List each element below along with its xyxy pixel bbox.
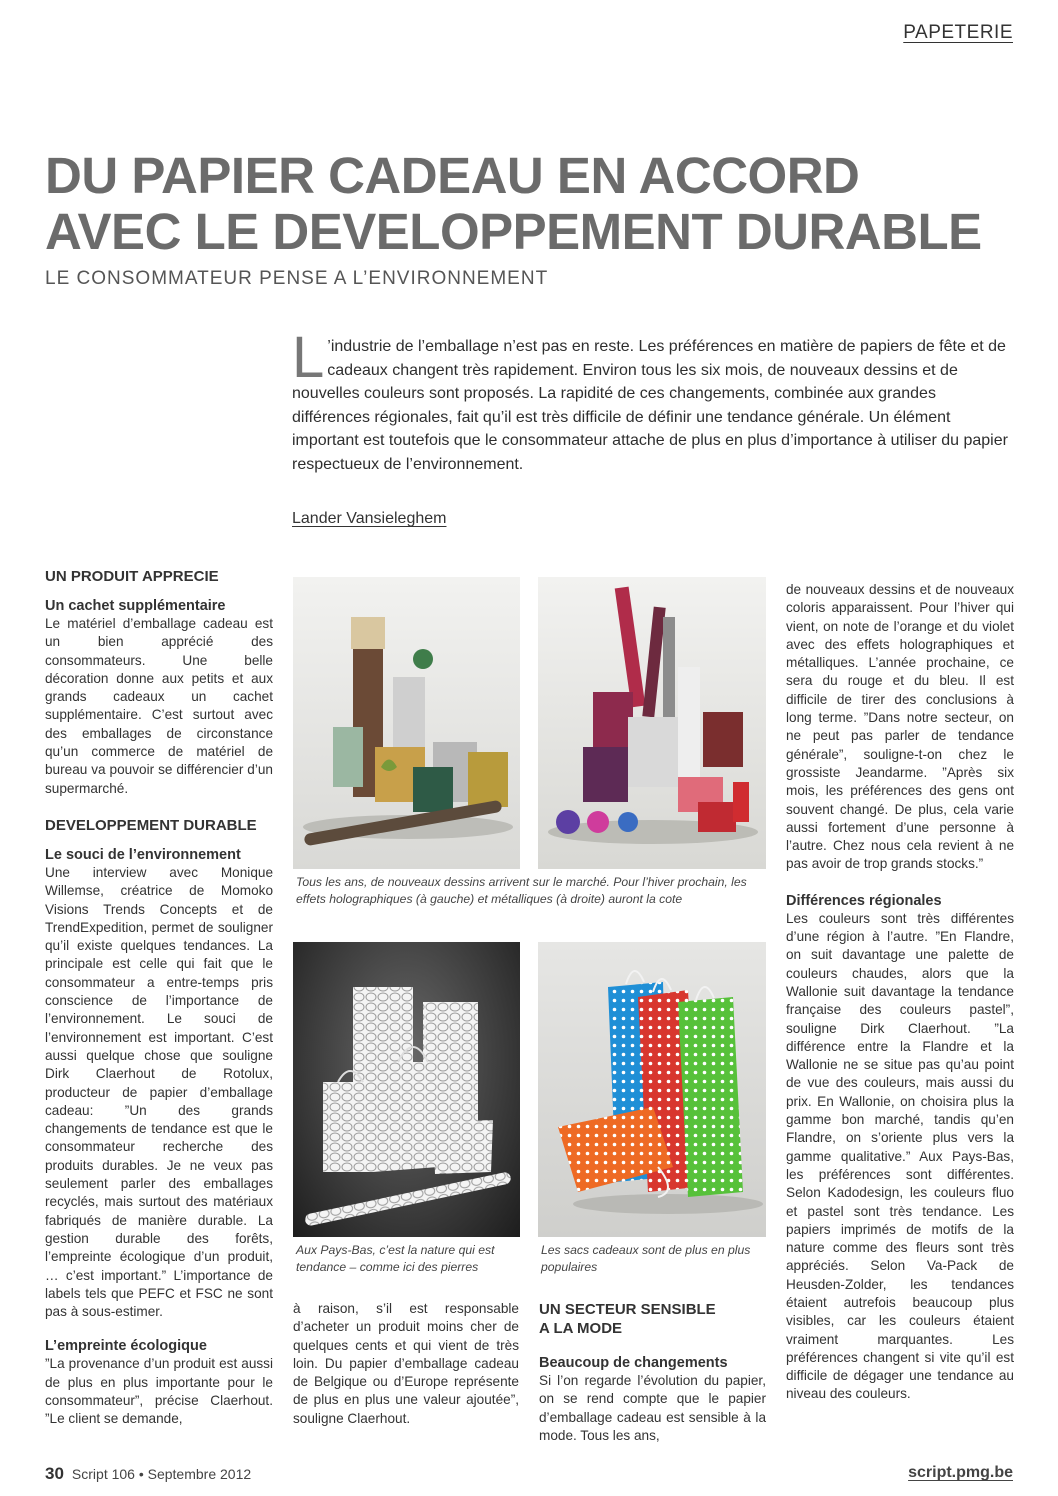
- paragraph-souci: Une interview avec Monique Willemse, créatrice de Momoko Visions Trends Concepts et de TrendExpedition, permet de souligner qu’il existe quelques tendances. La principale est celle qui fait que le consommateur a entre-temps pris conscience de l’importance de l’environnement. Le souci de l’environnement est important. C’est aussi quelque chose que souligne Dirk Claerhout de Rotolux, producteur de papier d’emballage cadeau: ”Un des grands changements de tendance est que le consommateur recherche des produits durables. Je ne veux pas seulement parler des emballages recyclés, mais surtout des matériaux fabriqués de manière durable. La gestion durable des forêts, l’empreinte écologique d’un produit, … c’est important.” L’importance de labels tels que PEFC et FSC ne sont pas à sous-estimer.: [45, 864, 273, 1320]
- paragraph-raison: à raison, s’il est responsable d’acheter un produit moins cher de quelques cents et qui vient de très loin. Du papier d’emballage cadeau de Belgique ou d’Europe représente de plus en plus une valeur ajoutée”, souligne Claerhout.: [293, 1301, 519, 1426]
- page-number: 30: [45, 1464, 64, 1483]
- subheading-cachet: Un cachet supplémentaire: [45, 598, 226, 614]
- intro-text: ’industrie de l’emballage n’est pas en reste. Les préférences en matière de papiers de fête et de cadeaux changent très rapidement. Environ tous les six mois, de nouveaux dessins et de nouvelles couleurs sont proposés. La rapidité de ces changements, combinée aux grandes différences régionales, fait qu’il est très difficile de définir une tendance générale. Un élément important est toutefois que le consommateur attache de plus en plus d’importance à utiliser du papier respectueux de l’environnement.: [292, 338, 1008, 473]
- article-title: [45, 148, 1005, 260]
- title-line-2: AVEC LE DEVELOPPEMENT DURABLE: [45, 203, 982, 260]
- caption-bottom-right: Les sacs cadeaux sont de plus en plus populaires: [541, 1243, 751, 1274]
- photo-polka-dot-bags: [538, 942, 766, 1237]
- intro-paragraph: [292, 325, 1014, 476]
- title-line-1: DU PAPIER CADEAU EN ACCORD: [45, 147, 860, 204]
- column-3: [539, 1300, 766, 1445]
- website-link[interactable]: script.pmg.be: [908, 1464, 1013, 1481]
- column-1: [45, 567, 273, 1429]
- bags-illustration-dots: [538, 942, 766, 1237]
- photo-stone-pattern-bags: [293, 942, 520, 1237]
- subheading-empreinte: L’empreinte écologique: [45, 1338, 207, 1355]
- drop-cap: L: [292, 325, 325, 390]
- heading-developpement-durable: DEVELOPPEMENT DURABLE: [45, 816, 257, 834]
- column-2: [293, 1300, 519, 1428]
- section-label: PAPETERIE: [903, 22, 1013, 43]
- paragraph-cachet: Le matériel d’emballage cadeau est un bien apprécié des consommateurs. Une belle décoration donne aux petits et aux grands cadeaux un cachet supplémentaire. C’est surtout avec des emballages de circonstance qu’un commerce de matériel de bureau va pouvoir se différencier d’un supermarché.: [45, 616, 273, 796]
- bags-illustration-stones: [293, 942, 520, 1237]
- article-subtitle: LE CONSOMMATEUR PENSE A L’ENVIRONNEMENT: [45, 268, 549, 289]
- heading-secteur-sensible: [539, 1300, 766, 1338]
- column-4: [786, 581, 1014, 1404]
- author-byline: Lander Vansieleghem: [292, 510, 447, 527]
- photo-holographic-wraps: [293, 577, 520, 869]
- subheading-souci: Le souci de l’environnement: [45, 846, 241, 863]
- issue-info: Script 106 • Septembre 2012: [71, 1466, 252, 1482]
- gift-illustration-1: [293, 577, 520, 869]
- paragraph-empreinte: ”La provenance d’un produit est aussi de plus en plus importante pour le consommateur”, précise Claerhout. ”Le client se demande,: [45, 1356, 273, 1427]
- photo-metallic-wraps: [538, 577, 766, 869]
- caption-bottom-left: Aux Pays-Bas, c’est la nature qui est tendance – comme ici des pierres: [296, 1243, 495, 1274]
- gift-illustration-2: [538, 577, 766, 869]
- heading-secteur-line-2: A LA MODE: [539, 1320, 623, 1337]
- subheading-regionales: Différences régionales: [786, 892, 942, 909]
- caption-top: Tous les ans, de nouveaux dessins arrivent sur le marché. Pour l’hiver prochain, les effets holographiques (à gauche) et métalliques (à droite) auront la cote: [296, 875, 747, 906]
- page-footer-info: [45, 1464, 251, 1484]
- subheading-changements: Beaucoup de changements: [539, 1355, 728, 1371]
- paragraph-regionales: Les couleurs sont très différentes d’une région à l’autre. ”En Flandre, on suit davantage une palette de couleurs chaudes, alors que la Wallonie suit davantage la tendance française des couleurs pastel”, souligne Dirk Claerhout. ”La différence entre la Flandre et la Wallonie ne se situe pas qu’au point de vue des couleurs, mais aussi du prix. En Wallonie, on choisira plus la gamme bon marché, tandis qu’en Flandre, on s’oriente plus vers la gamme qualitative.” Aux Pays-Bas, les préférences sont différentes. Selon Kadodesign, les couleurs fluo et pastel sont très tendance. Les papiers imprimés de motifs de la nature comme des fleurs sont très appréciés. Selon Va-Pack de Heusden-Zolder, les tendances étaient autrefois beaucoup plus visibles, car les couleurs étaient vraiment marquantes. Les préférences changent si vite qu’il est difficile de dégager une tendance au niveau des couleurs.: [786, 910, 1014, 1402]
- heading-secteur-line-1: UN SECTEUR SENSIBLE: [539, 1301, 716, 1318]
- paragraph-changements: Si l’on regarde l’évolution du papier, on se rend compte que le papier d’emballage cadeau est sensible à la mode. Tous les ans,: [539, 1373, 766, 1443]
- heading-produit-apprecie: UN PRODUIT APPRECIE: [45, 568, 219, 585]
- paragraph-dessins: de nouveaux dessins et de nouveaux coloris apparaissent. Pour l’hiver qui vient, on note de l’orange et du violet avec des effets holographiques et métalliques. L’année prochaine, ce sera du rouge et du bleu. Il est difficile de tirer des conclusions à long terme. ”Dans notre secteur, on ne peut pas parler de tendance générale”, souligne-t-on chez le grossiste Jeandarme. ”Après six mois, les préférences des gens ont souvent changé. De plus, cela varie aussi fortement d’une personne à l’autre. Chez nous cela revient à ne pas avoir de trop grands stocks.”: [786, 582, 1014, 872]
